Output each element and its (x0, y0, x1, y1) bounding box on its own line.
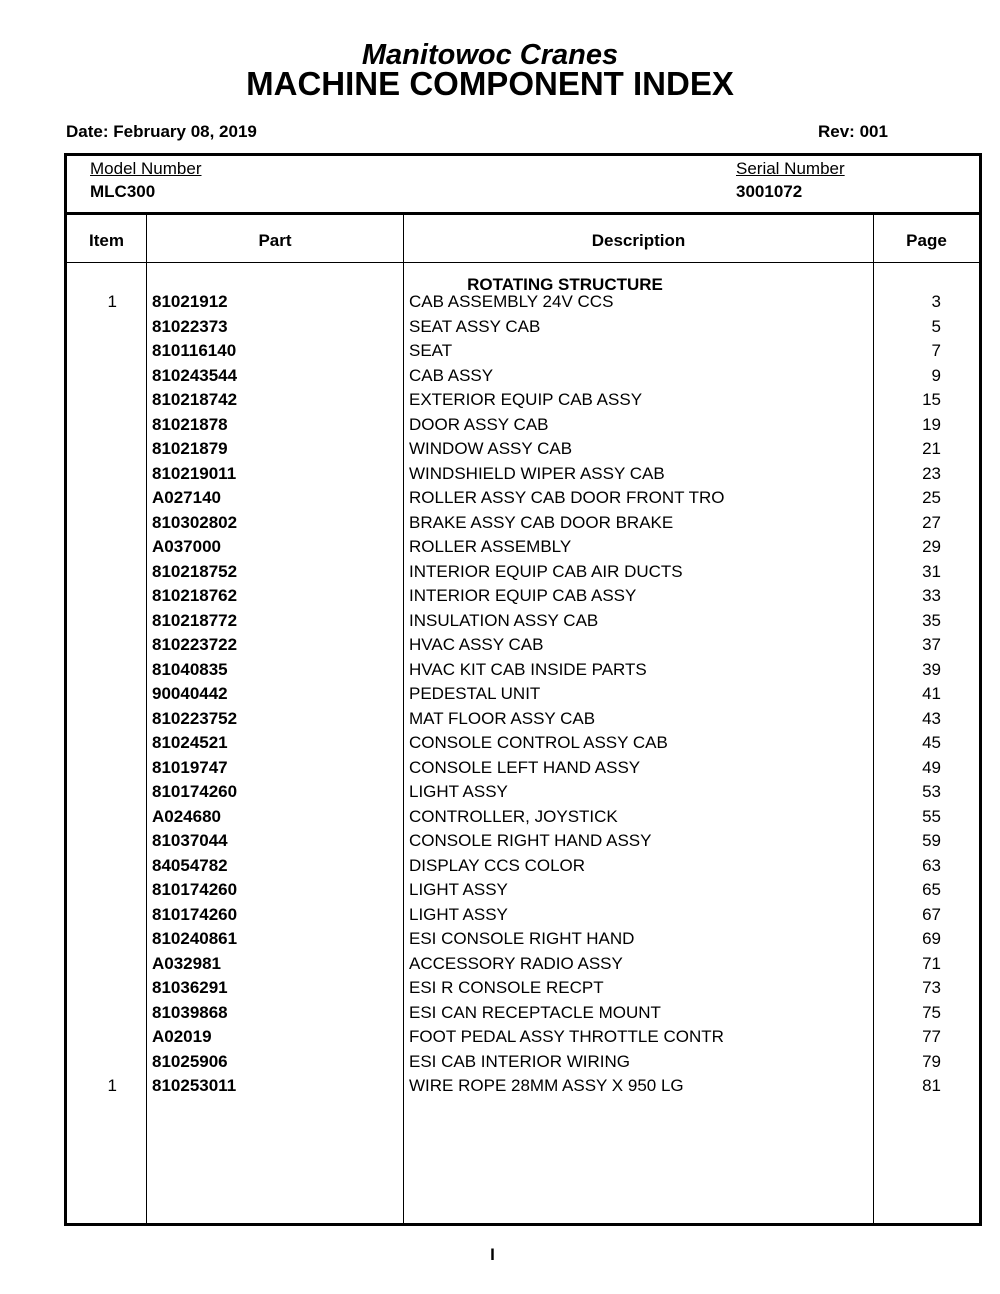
part-number-cell: 810218742 (152, 390, 238, 409)
page-cell: 15 (922, 390, 941, 409)
item-cell: 1 (107, 292, 117, 311)
description-cell: INTERIOR EQUIP CAB ASSY (409, 586, 637, 605)
description-cell: INSULATION ASSY CAB (409, 610, 599, 630)
description-cell: FOOT PEDAL ASSY THROTTLE CONTR (409, 1027, 724, 1046)
part-number-cell: 810243544 (152, 365, 238, 385)
description-cell: WINDSHIELD WIPER ASSY CAB (409, 463, 665, 483)
table-row (67, 486, 979, 511)
description-cell: ROLLER ASSY CAB DOOR FRONT TRO (409, 488, 725, 507)
table-row (67, 805, 979, 830)
page-cell: 53 (922, 782, 941, 801)
description-cell: CAB ASSEMBLY 24V CCS (409, 292, 614, 311)
page-cell: 81 (922, 1076, 941, 1095)
model-number-label: Model Number (90, 159, 202, 178)
part-number-cell: A02019 (152, 1027, 212, 1046)
description-cell: ESI CONSOLE RIGHT HAND (409, 929, 635, 948)
table-row (67, 584, 979, 609)
description-cell: INTERIOR EQUIP CAB AIR DUCTS (409, 561, 683, 581)
part-number-cell: 81025906 (152, 1051, 228, 1071)
table-row (67, 903, 979, 928)
part-number-cell: 810218752 (152, 561, 238, 581)
table-row (67, 658, 979, 683)
part-number-cell: 810218772 (152, 610, 238, 630)
page-cell: 7 (931, 341, 941, 360)
serial-number-value: 3001072 (736, 182, 803, 201)
description-cell: CAB ASSY (409, 365, 494, 385)
part-number-cell: 81037044 (152, 831, 228, 850)
part-number-cell: 84054782 (152, 855, 228, 875)
table-row (67, 976, 979, 1001)
part-number-cell: 810219011 (152, 463, 237, 483)
part-number-cell: 81021912 (152, 292, 228, 311)
part-number-cell: 81036291 (152, 978, 228, 997)
part-number-cell: A024680 (152, 806, 222, 826)
table-row (67, 927, 979, 952)
description-cell: ESI CAN RECEPTACLE MOUNT (409, 1002, 661, 1022)
table-row (67, 511, 979, 536)
description-cell: SEAT ASSY CAB (409, 316, 541, 336)
description-cell: HVAC KIT CAB INSIDE PARTS (409, 659, 647, 679)
page-cell: 59 (922, 831, 941, 850)
part-number-cell: 81021879 (152, 439, 228, 458)
description-cell: LIGHT ASSY (409, 904, 508, 924)
table-row (67, 878, 979, 903)
page-cell: 67 (922, 904, 941, 924)
table-row (67, 339, 979, 364)
company-name: Manitowoc Cranes (361, 39, 619, 71)
page-cell: 9 (931, 365, 941, 385)
table-row (67, 535, 979, 560)
part-number-cell: 810218762 (152, 586, 238, 605)
part-number-cell: 810253011 (152, 1076, 237, 1095)
description-cell: ESI R CONSOLE RECPT (409, 978, 604, 997)
table-row (67, 388, 979, 413)
part-number-cell: 810116140 (152, 341, 237, 360)
page-cell: 5 (931, 316, 941, 336)
page-cell: 29 (922, 537, 941, 556)
description-cell: LIGHT ASSY (409, 782, 508, 801)
part-number-cell: 810240861 (152, 929, 238, 948)
page-cell: 69 (922, 929, 941, 948)
description-cell: ACCESSORY RADIO ASSY (409, 953, 623, 973)
page-cell: 37 (922, 635, 941, 654)
part-number-cell: 81040835 (152, 659, 228, 679)
model-number-value: MLC300 (90, 182, 156, 201)
column-header-page: Page (906, 231, 947, 250)
page-cell: 39 (922, 659, 941, 679)
page-cell: 71 (922, 953, 941, 973)
table-row (67, 1050, 979, 1075)
description-cell: WINDOW ASSY CAB (409, 439, 573, 458)
page-cell: 73 (922, 978, 941, 997)
description-cell: CONSOLE RIGHT HAND ASSY (409, 831, 652, 850)
description-cell: MAT FLOOR ASSY CAB (409, 708, 596, 728)
description-cell: LIGHT ASSY (409, 880, 508, 899)
part-number-cell: 810174260 (152, 880, 238, 899)
table-row (67, 682, 979, 707)
page-cell: 65 (922, 880, 941, 899)
description-cell: ROLLER ASSEMBLY (409, 537, 572, 556)
description-cell: BRAKE ASSY CAB DOOR BRAKE (409, 512, 674, 532)
table-row (67, 290, 979, 315)
description-cell: DISPLAY CCS COLOR (409, 855, 586, 875)
part-number-cell: 810223752 (152, 708, 238, 728)
page-cell: 55 (922, 806, 941, 826)
part-number-cell: 810174260 (152, 782, 238, 801)
description-cell: ESI CAB INTERIOR WIRING (409, 1051, 631, 1071)
part-number-cell: A037000 (152, 537, 222, 556)
table-row (67, 364, 979, 389)
page-cell: 75 (922, 1002, 941, 1022)
page-cell: 41 (922, 684, 941, 703)
page-cell: 21 (922, 439, 941, 458)
column-header-item: Item (89, 231, 124, 250)
page-cell: 27 (922, 512, 941, 532)
section-title: ROTATING STRUCTURE (467, 275, 663, 294)
column-header-divider (67, 262, 979, 263)
page-cell: 49 (922, 757, 941, 777)
part-number-cell: A032981 (152, 953, 222, 973)
table-row (67, 707, 979, 732)
document-date: Date: February 08, 2019 (66, 122, 257, 141)
description-cell: HVAC ASSY CAB (409, 635, 544, 654)
table-row (67, 952, 979, 977)
part-number-cell: A027140 (152, 488, 222, 507)
description-cell: DOOR ASSY CAB (409, 414, 549, 434)
page-cell: 63 (922, 855, 941, 875)
page-number: I (490, 1245, 495, 1264)
serial-number-label: Serial Number (736, 159, 845, 178)
page-cell: 45 (922, 733, 941, 752)
page-cell: 3 (931, 292, 941, 311)
header-divider (67, 212, 979, 215)
column-header-description: Description (591, 231, 686, 250)
table-row (67, 437, 979, 462)
table-row (67, 1025, 979, 1050)
table-row (67, 854, 979, 879)
description-cell: CONSOLE LEFT HAND ASSY (409, 757, 641, 777)
table-row (67, 1001, 979, 1026)
page-cell: 23 (922, 463, 941, 483)
table-row (67, 633, 979, 658)
part-number-cell: 81021878 (152, 414, 228, 434)
page-cell: 31 (922, 561, 941, 581)
document-title: MACHINE COMPONENT INDEX (246, 65, 734, 102)
table-row (67, 560, 979, 585)
page-cell: 79 (922, 1051, 941, 1071)
table-row (67, 462, 979, 487)
item-cell: 1 (107, 1076, 117, 1095)
page-cell: 19 (922, 414, 941, 434)
page-cell: 25 (922, 488, 941, 507)
page-cell: 33 (922, 586, 941, 605)
table-row (67, 609, 979, 634)
table-row (67, 756, 979, 781)
page-cell: 35 (922, 610, 941, 630)
description-cell: WIRE ROPE 28MM ASSY X 950 LG (409, 1076, 684, 1095)
table-body (67, 290, 979, 1099)
table-row (67, 731, 979, 756)
table-row (67, 413, 979, 438)
description-cell: CONSOLE CONTROL ASSY CAB (409, 733, 668, 752)
part-number-cell: 81019747 (152, 757, 228, 777)
page-cell: 43 (922, 708, 941, 728)
column-header-part: Part (258, 231, 292, 250)
description-cell: CONTROLLER, JOYSTICK (409, 806, 618, 826)
part-number-cell: 810174260 (152, 904, 238, 924)
table-row (67, 829, 979, 854)
part-number-cell: 90040442 (152, 684, 228, 703)
document-revision: Rev: 001 (818, 122, 888, 141)
table-row (67, 780, 979, 805)
description-cell: EXTERIOR EQUIP CAB ASSY (409, 390, 643, 409)
table-row (67, 1074, 979, 1099)
table-row (67, 315, 979, 340)
description-cell: SEAT (409, 341, 453, 360)
part-number-cell: 810223722 (152, 635, 238, 654)
component-index-table (64, 153, 982, 1226)
page-cell: 77 (922, 1027, 941, 1046)
part-number-cell: 81024521 (152, 733, 228, 752)
part-number-cell: 810302802 (152, 512, 238, 532)
part-number-cell: 81039868 (152, 1002, 228, 1022)
part-number-cell: 81022373 (152, 316, 228, 336)
description-cell: PEDESTAL UNIT (409, 684, 541, 703)
